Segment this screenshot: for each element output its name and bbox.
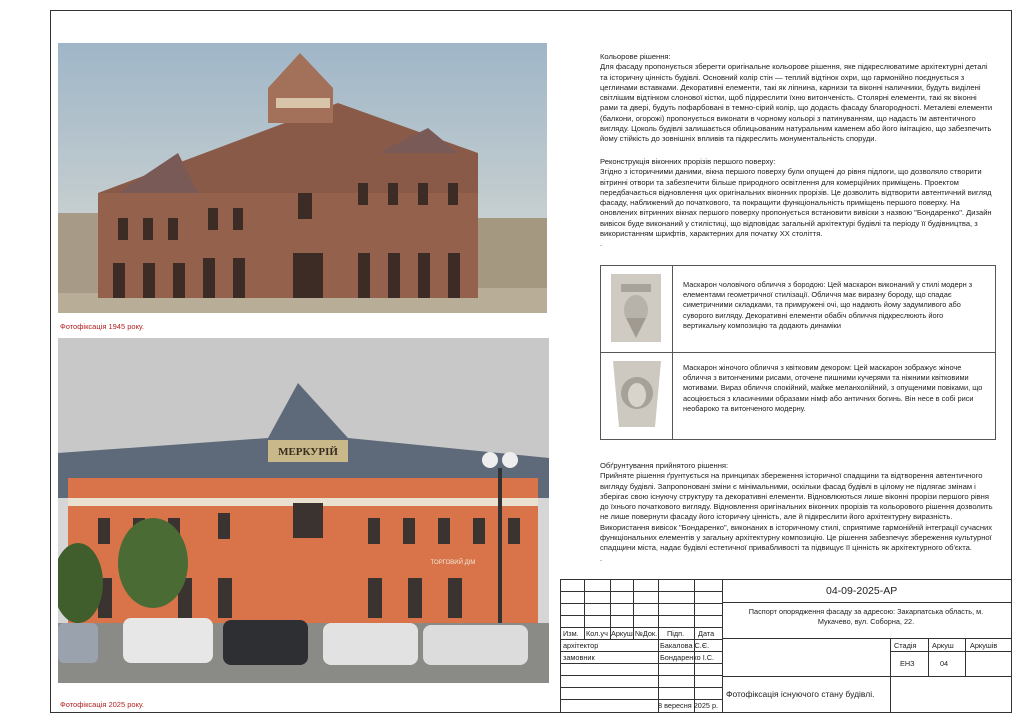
color-heading: Кольорове рішення: [600,52,671,61]
mascaron-male-text: Маскарон чоловічого обличчя з бородою: Цей маскарон виконаний у стилі модерн з елементами геометричної стилізації. Обличчя має виразну бороду, що спадає симетричними складками, та примружені очі, що надають йому задумливого або суворого вигляду. Декоративні елементи обабіч обличчя підкреслюють його вертикальну композицію та додають динаміки [683,280,973,330]
name-client: Бондаренко І.С. [660,653,715,662]
mascaron-table [600,265,996,440]
col-pidp: Підп. [667,629,685,638]
stamp-date: 8 вересня 2025 р. [658,701,719,710]
photo-2025 [58,338,549,683]
windows-trailing: . [600,239,603,249]
photo-1945 [58,43,547,313]
justification-body: Прийняте рішення ґрунтується на принципах збереження історичної спадщини та відтворення автентичного вигляду будівлі. Запропоновані зміни є мінімальними, оскільки фасад будівлі в цілому не підлягає змінам і зберігає свою існуючу структуру та декоративні елементи. Відновлюються лише віконні прорізи першого рівня до їхнього початкового вигляду. Відновлення оригінальних віконних прорізів та кольорового рішення дозволить не лише повернути фасаду його історичну цінність, але й підкреслити його архітектурну виразність. Використання вивісок "Бондаренко", виконаних в історичному стилі, сприятиме гармонійній інтеграції сучасних функціональних елементів у загальну архітектурну композицію. Це рішення забезпечує збереження культурної спадщини міста, надає будівлі естетичної привабливості та підвищує її цінність як архітектурного об'єкта. [600,471,993,553]
caption-1945: Фотофіксація 1945 року. [60,322,145,331]
stage-label: Стадія [894,641,917,650]
mascaron-row [601,266,995,353]
color-section [600,52,995,145]
sheets-label: Аркушів [970,641,998,650]
mascaron-female-text: Маскарон жіночого обличчя з квітковим декором: Цей маскарон зображує жіноче обличчя з витонченими рисами, оточене пишними кучерями та ніжними квітковими мотивами. Вираз обличчя спокійний, майже меланхолійний, з опущеними повіками, що асоціюється з класичними образами німф або античних богинь. Він несе в собі риси необароко та витонченого модерну. [683,363,983,413]
justification-trailing: . [600,553,603,563]
col-izm: Изм. [563,629,579,638]
windows-heading: Реконструкція віконних прорізів першого поверху: [600,157,776,166]
col-data: Дата [698,629,715,638]
sign-2025: МЕРКУРІЙ [278,446,338,458]
photo-1945-image [58,43,547,313]
mascaron-male-image [601,266,673,352]
windows-body: Згідно з історичними даними, вікна першого поверху були опущені до рівня підлоги, що дозволяло створити вітринні отвори та забезпечити більше природного освітлення для комерційних приміщень. Проектом передбачається відновлення цих оригінальних віконних прорізів. Це дозволить відтворити автентичний вигляд фасаду, наближений до початкового, та покращити функціональність приміщень першого поверху. На оновлених вітринних вікнах першого поверху пропонується встановити вивіски з назвою "Бондаренко". Дизайн вивісок буде виконаний у стилістиці, що відповідає загальній архітектурі будівлі та періоду її будівництва, з використанням шрифтів, характерних для початку ХХ століття. [600,167,992,239]
col-koluch: Кол.уч [586,629,608,638]
photo-2025-image [58,338,549,683]
title-block [560,579,1012,713]
project-description: Паспорт опорядження фасаду за адресою: Закарпатська область, м. Мукачево, вул. Соборна, 22. [748,607,984,626]
justification-section [600,461,995,564]
drawing-title: Фотофіксація існуючого стану будівлі. [726,689,875,699]
role-architect: архітектор [563,641,599,650]
justification-heading: Обґрунтування прийнятого рішення: [600,461,729,470]
mascaron-row [601,353,995,439]
caption-2025: Фотофіксація 2025 року. [60,700,145,709]
sheet-label: Аркуш [932,641,954,650]
stage-value: ЕНЗ [900,659,915,668]
col-ndok: №Док. [635,629,658,638]
windows-section [600,157,995,250]
mascaron-female-image [601,353,673,439]
sheet-value: 04 [940,659,949,668]
role-client: замовник [563,653,595,662]
col-arkush: Аркуш [611,629,633,638]
name-architect: Бакалова С.Є. [660,641,710,650]
subsign-2025: ТОРГОВИЙ ДІМ [430,560,476,566]
color-body: Для фасаду пропонується зберегти оригінальне кольорове рішення, яке підкреслюватиме архітектурні деталі та історичну цінність будівлі. Основний колір стін — теплий відтінок охри, що гармонійно поєднується з цеглинами вставками. Декоративні елементи, такі як ліпнина, карнизи та віконні наличники, будуть виділені світлішим відтінком слонової кістки, щоб підкреслити їхню витонченість. Столярні елементи, такі як віконні рами та двері, будуть пофарбовані в темно-сірий колір, що додасть фасаду благородності. Металеві елементи (балкони, огорожі) пропонується виконати в чорному кольорі з патинуванням, що надасть їм автентичного вигляду. Цоколь будівлі залишається облицьованим натуральним каменем або його імітацією, що забезпечить йому стійкість до зовнішніх впливів та підкреслить монументальність споруди. [600,62,993,144]
sign-1945 [276,98,330,108]
project-code: 04-09-2025-АР [826,585,898,597]
